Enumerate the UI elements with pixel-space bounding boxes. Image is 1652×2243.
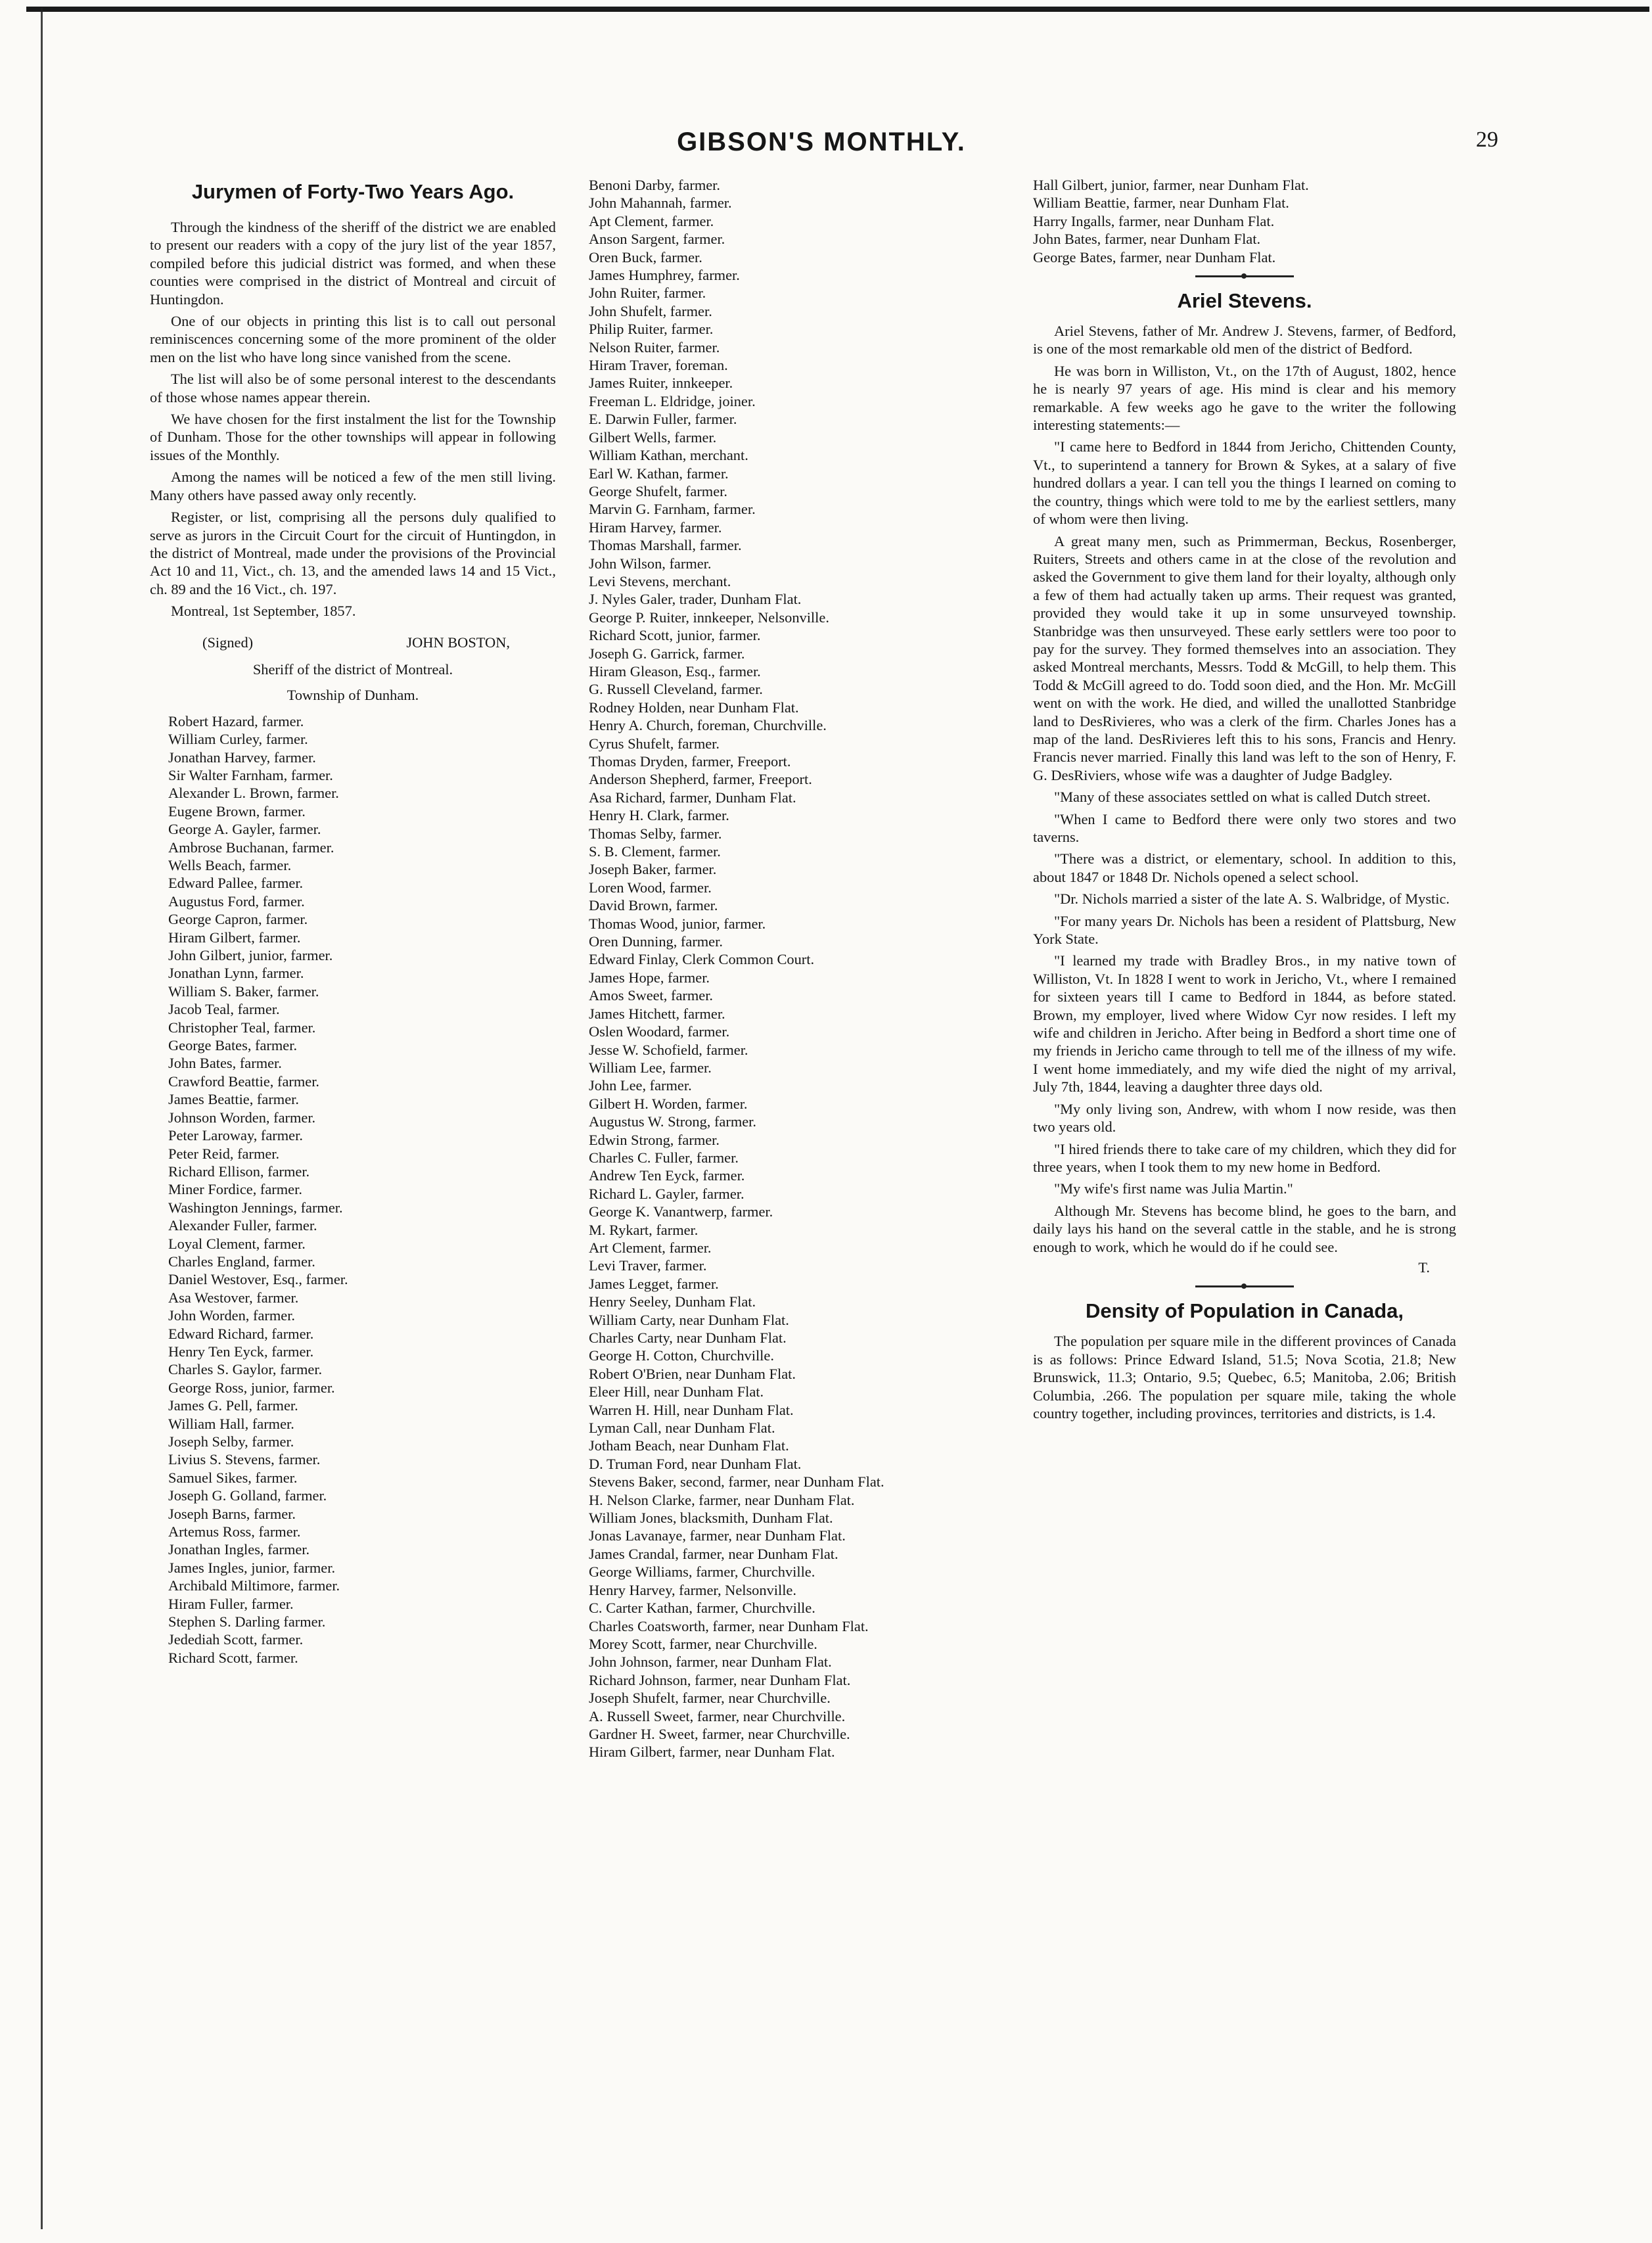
column-3 bbox=[1033, 176, 1456, 1426]
juror-entry: Joseph Shufelt, farmer, near Churchville. bbox=[589, 1690, 831, 1707]
ariel-paragraph: "I hired friends there to take care of my children, which they did for three years, when I took them to my new home in Bedford. bbox=[1033, 1140, 1456, 1175]
juror-entry: Rodney Holden, near Dunham Flat. bbox=[589, 699, 799, 716]
juror-entry: Gilbert H. Worden, farmer. bbox=[589, 1095, 748, 1112]
ariel-paragraph: Ariel Stevens, father of Mr. Andrew J. Stevens, farmer, of Bedford, is one of the most remarkable old men of the district of Bedford. bbox=[1033, 323, 1456, 358]
juror-entry: Gardner H. Sweet, farmer, near Churchville. bbox=[589, 1725, 850, 1742]
juror-entry: John Lee, farmer. bbox=[589, 1077, 692, 1094]
juror-entry: George Bates, farmer, near Dunham Flat. bbox=[1033, 248, 1276, 266]
juror-entry: Charles England, farmer. bbox=[168, 1253, 315, 1270]
juror-entry: William S. Baker, farmer. bbox=[168, 983, 319, 1000]
juror-entry: Joseph G. Garrick, farmer. bbox=[589, 645, 745, 662]
juror-entry: Jonathan Ingles, farmer. bbox=[168, 1541, 310, 1558]
juror-entry: George Capron, farmer. bbox=[168, 911, 308, 928]
juror-entry: James Beattie, farmer. bbox=[168, 1091, 299, 1108]
jurymen-paragraph: One of our objects in printing this list is to call out personal reminiscences concerning some of the more prominent of the older men on the list who have long since vanished from the scene. bbox=[150, 313, 556, 365]
juror-entry: Joseph Baker, farmer. bbox=[589, 861, 717, 878]
juror-entry: Earl W. Kathan, farmer. bbox=[589, 465, 729, 482]
juror-entry: William Lee, farmer. bbox=[589, 1059, 712, 1076]
jurymen-paragraph: Among the names will be noticed a few of the men still living. Many others have passed away only recently. bbox=[150, 469, 556, 503]
juror-entry: Washington Jennings, farmer. bbox=[168, 1199, 343, 1216]
juror-entry: Henry H. Clark, farmer. bbox=[589, 807, 729, 824]
juror-entry: Richard Ellison, farmer. bbox=[168, 1163, 310, 1180]
juror-entry: John Gilbert, junior, farmer. bbox=[168, 947, 333, 964]
juror-entry: Edwin Strong, farmer. bbox=[589, 1131, 720, 1148]
jurymen-headline: Jurymen of Forty-Two Years Ago. bbox=[191, 180, 515, 203]
ariel-paragraph: "When I came to Bedford there were only two stores and two taverns. bbox=[1033, 810, 1456, 845]
ariel-paragraph: Although Mr. Stevens has become blind, he goes to the barn, and daily lays his hand on the several cattle in the stable, and he is strong enough to work, which he would do if he could see. bbox=[1033, 1202, 1456, 1255]
top-rule bbox=[26, 7, 1649, 12]
juror-entry: Loyal Clement, farmer. bbox=[168, 1235, 306, 1252]
juror-entry: George Ross, junior, farmer. bbox=[168, 1379, 335, 1396]
juror-entry: John Bates, farmer, near Dunham Flat. bbox=[1033, 231, 1261, 248]
juror-entry: Christopher Teal, farmer. bbox=[168, 1019, 316, 1036]
juror-entry: Charles Carty, near Dunham Flat. bbox=[589, 1330, 787, 1346]
juror-entry: Apt Clement, farmer. bbox=[589, 212, 714, 229]
juror-entry: Benoni Darby, farmer. bbox=[589, 177, 720, 193]
juror-entry: Augustus W. Strong, farmer. bbox=[589, 1113, 756, 1130]
sheriff-title: Sheriff of the district of Montreal. bbox=[252, 660, 453, 678]
juror-entry: Levi Traver, farmer. bbox=[589, 1257, 707, 1274]
signature-line bbox=[150, 634, 556, 651]
juror-entry: Art Clement, farmer. bbox=[589, 1239, 712, 1256]
juror-entry: James Ingles, junior, farmer. bbox=[168, 1559, 336, 1576]
juror-entry: Henry Seeley, Dunham Flat. bbox=[589, 1293, 756, 1310]
juror-entry: Miner Fordice, farmer. bbox=[168, 1181, 302, 1198]
juror-entry: Hiram Gilbert, farmer. bbox=[168, 929, 301, 946]
juror-entry: Charles S. Gaylor, farmer. bbox=[168, 1361, 323, 1378]
juror-entry: Samuel Sikes, farmer. bbox=[168, 1469, 298, 1486]
juror-entry: Wells Beach, farmer. bbox=[168, 857, 292, 873]
juror-entry: Thomas Marshall, farmer. bbox=[589, 537, 742, 554]
juror-entry: Stevens Baker, second, farmer, near Dunham Flat. bbox=[589, 1473, 884, 1491]
juror-entry: Thomas Wood, junior, farmer. bbox=[589, 915, 766, 932]
juror-entry: John Bates, farmer. bbox=[168, 1055, 282, 1072]
juror-entry: William Hall, farmer. bbox=[168, 1415, 294, 1432]
juror-entry: Ambrose Buchanan, farmer. bbox=[168, 839, 334, 856]
density-headline: Density of Population in Canada, bbox=[1086, 1299, 1404, 1323]
juror-entry: Joseph G. Golland, farmer. bbox=[168, 1487, 327, 1504]
juror-entry: Gilbert Wells, farmer. bbox=[589, 428, 717, 446]
column-2 bbox=[589, 176, 995, 1761]
juror-entry: Morey Scott, farmer, near Churchville. bbox=[589, 1635, 817, 1652]
juror-entry: Alexander Fuller, farmer. bbox=[168, 1217, 317, 1234]
column-1 bbox=[150, 176, 556, 1667]
juror-entry: H. Nelson Clarke, farmer, near Dunham Flat. bbox=[589, 1491, 855, 1508]
page-header bbox=[145, 127, 1498, 167]
juror-entry: Daniel Westover, Esq., farmer. bbox=[168, 1271, 348, 1288]
juror-entry: James Crandal, farmer, near Dunham Flat. bbox=[589, 1545, 838, 1562]
juror-entry: James Humphrey, farmer. bbox=[589, 267, 740, 284]
juror-entry: William Jones, blacksmith, Dunham Flat. bbox=[589, 1510, 833, 1527]
jurymen-paragraph: Through the kindness of the sheriff of the district we are enabled to present our readers with a copy of the jury list of the year 1857, compiled before this judicial district was formed, and when these counties were comprised in the district of Montreal and circuit of Huntingdon. bbox=[150, 219, 556, 308]
juror-entry: M. Rykart, farmer. bbox=[589, 1221, 699, 1238]
juror-entry: A. Russell Sweet, farmer, near Churchville. bbox=[589, 1707, 846, 1724]
page-number: 29 bbox=[1476, 127, 1498, 152]
juror-entry: Jonathan Lynn, farmer. bbox=[168, 965, 304, 982]
jurymen-paragraph: We have chosen for the first instalment the list for the Township of Dunham. Those for the other townships will appear in following issues of the Monthly. bbox=[150, 411, 556, 463]
juror-entry: George K. Vanantwerp, farmer. bbox=[589, 1203, 773, 1220]
juror-list-column-1 bbox=[150, 712, 556, 1667]
juror-entry: John Wilson, farmer. bbox=[589, 555, 712, 572]
juror-entry: James G. Pell, farmer. bbox=[168, 1397, 298, 1414]
dateline: Montreal, 1st September, 1857. bbox=[171, 603, 356, 620]
juror-entry: Livius S. Stevens, farmer. bbox=[168, 1451, 321, 1468]
juror-entry: Asa Westover, farmer. bbox=[168, 1289, 299, 1306]
juror-entry: Sir Walter Farnham, farmer. bbox=[168, 766, 333, 783]
juror-entry: William Curley, farmer. bbox=[168, 731, 308, 748]
juror-entry: Archibald Miltimore, farmer. bbox=[168, 1577, 340, 1594]
ariel-paragraph: "I learned my trade with Bradley Bros., in my native town of Williston, Vt. In 1828 I went to work in Jericho, Vt., where I remained for sixteen years till I came to Bedford in 1844, as before stated. Brown, my employer, lived where Widow Cyr now resides. I left my wife and children in Jericho. After being in Bedford a short time one of my friends in Jericho came through to tell me of the illness of my wife. I went home immediately, and my wife died the night of my arrival, July 7th, 1844, leaving a daughter three days old. bbox=[1033, 952, 1456, 1096]
juror-entry: Peter Laroway, farmer. bbox=[168, 1127, 303, 1144]
juror-entry: William Carty, near Dunham Flat. bbox=[589, 1311, 789, 1328]
juror-entry: George A. Gayler, farmer. bbox=[168, 821, 321, 838]
juror-entry: John Shufelt, farmer. bbox=[589, 302, 712, 319]
juror-entry: Stephen S. Darling farmer. bbox=[168, 1613, 326, 1630]
juror-entry: Eleer Hill, near Dunham Flat. bbox=[589, 1383, 764, 1400]
juror-entry: George H. Cotton, Churchville. bbox=[589, 1347, 774, 1364]
juror-entry: Hiram Gleason, Esq., farmer. bbox=[589, 662, 761, 680]
juror-entry: Joseph Barns, farmer. bbox=[168, 1505, 296, 1522]
juror-entry: S. B. Clement, farmer. bbox=[589, 843, 721, 860]
juror-entry: James Ruiter, innkeeper. bbox=[589, 375, 733, 392]
juror-entry: Jedediah Scott, farmer. bbox=[168, 1631, 304, 1648]
juror-entry: E. Darwin Fuller, farmer. bbox=[589, 411, 737, 428]
juror-entry: Jonathan Harvey, farmer. bbox=[168, 749, 316, 766]
juror-entry: Harry Ingalls, farmer, near Dunham Flat. bbox=[1033, 212, 1275, 229]
juror-entry: James Legget, farmer. bbox=[589, 1275, 719, 1292]
juror-entry: George Bates, farmer. bbox=[168, 1037, 298, 1054]
juror-entry: John Johnson, farmer, near Dunham Flat. bbox=[589, 1653, 832, 1671]
juror-entry: Jacob Teal, farmer. bbox=[168, 1001, 280, 1018]
juror-entry: Charles C. Fuller, farmer. bbox=[589, 1149, 739, 1166]
juror-entry: Andrew Ten Eyck, farmer. bbox=[589, 1167, 745, 1184]
juror-entry: Henry A. Church, foreman, Churchville. bbox=[589, 717, 827, 734]
juror-entry: Edward Richard, farmer. bbox=[168, 1325, 314, 1342]
section-separator bbox=[1195, 1285, 1294, 1287]
juror-list-column-3 bbox=[1033, 176, 1456, 266]
binding-margin-line bbox=[41, 8, 43, 2229]
juror-entry: Crawford Beattie, farmer. bbox=[168, 1073, 320, 1090]
juror-entry: Freeman L. Eldridge, joiner. bbox=[589, 392, 756, 409]
juror-entry: Jonas Lavanaye, farmer, near Dunham Flat. bbox=[589, 1527, 846, 1544]
juror-entry: Henry Ten Eyck, farmer. bbox=[168, 1343, 314, 1360]
juror-entry: Charles Coatsworth, farmer, near Dunham Flat. bbox=[589, 1617, 869, 1634]
juror-entry: Levi Stevens, merchant. bbox=[589, 572, 731, 590]
juror-entry: Robert Hazard, farmer. bbox=[168, 712, 304, 729]
juror-entry: Anson Sargent, farmer. bbox=[589, 231, 725, 248]
juror-entry: Thomas Selby, farmer. bbox=[589, 825, 722, 842]
juror-entry: William Kathan, merchant. bbox=[589, 447, 748, 464]
juror-entry: Eugene Brown, farmer. bbox=[168, 802, 306, 820]
juror-entry: Warren H. Hill, near Dunham Flat. bbox=[589, 1401, 794, 1418]
density-paragraph: The population per square mile in the different provinces of Canada is as follows: Prince Edward Island, 51.5; Nova Scotia, 21.8; New Brunswick, 11.3; Ontario, 9.5; Quebec, 6.5; Manitoba, 2.06; British Columbia, .266. The population per square mile, taking the whole country together, including provinces, territories and districts, is 1.4. bbox=[1033, 1333, 1456, 1422]
juror-entry: Cyrus Shufelt, farmer. bbox=[589, 735, 720, 752]
juror-list-column-2 bbox=[589, 176, 995, 1761]
juror-entry: James Hitchett, farmer. bbox=[589, 1005, 725, 1022]
ariel-article-body bbox=[1033, 322, 1456, 1256]
juror-entry: D. Truman Ford, near Dunham Flat. bbox=[589, 1455, 802, 1472]
ariel-paragraph: "My wife's first name was Julia Martin." bbox=[1054, 1180, 1293, 1197]
juror-entry: Marvin G. Farnham, farmer. bbox=[589, 501, 756, 518]
jurymen-paragraph: The list will also be of some personal interest to the descendants of those whose names appear therein. bbox=[150, 371, 556, 405]
juror-entry: George Shufelt, farmer. bbox=[589, 482, 727, 499]
ariel-paragraph: "Dr. Nichols married a sister of the late A. S. Walbridge, of Mystic. bbox=[1054, 890, 1450, 908]
juror-entry: George Williams, farmer, Churchville. bbox=[589, 1563, 815, 1581]
juror-entry: Anderson Shepherd, farmer, Freeport. bbox=[589, 771, 812, 788]
ariel-headline: Ariel Stevens. bbox=[1177, 289, 1312, 313]
magazine-title: GIBSON'S MONTHLY. bbox=[677, 127, 966, 156]
juror-entry: Hiram Traver, foreman. bbox=[589, 357, 728, 374]
juror-entry: J. Nyles Galer, trader, Dunham Flat. bbox=[589, 591, 802, 608]
juror-entry: Philip Ruiter, farmer. bbox=[589, 321, 714, 338]
juror-entry: C. Carter Kathan, farmer, Churchville. bbox=[589, 1600, 815, 1617]
juror-entry: James Hope, farmer. bbox=[589, 969, 710, 986]
ariel-paragraph: He was born in Williston, Vt., on the 17th of August, 1802, hence he is nearly 97 years of age. His mind is clear and his memory remarkable. A few weeks ago he gave to the writer the following interesting statements:— bbox=[1033, 362, 1456, 434]
juror-entry: Artemus Ross, farmer. bbox=[168, 1523, 301, 1540]
ariel-paragraph: "My only living son, Andrew, with whom I now reside, was then two years old. bbox=[1033, 1100, 1456, 1136]
juror-entry: Nelson Ruiter, farmer. bbox=[589, 338, 720, 356]
juror-entry: Oren Dunning, farmer. bbox=[589, 933, 723, 950]
juror-entry: Peter Reid, farmer. bbox=[168, 1145, 280, 1162]
ariel-signoff: T. bbox=[1418, 1259, 1430, 1276]
juror-entry: Amos Sweet, farmer. bbox=[589, 987, 714, 1004]
juror-entry: William Beattie, farmer, near Dunham Flat. bbox=[1033, 195, 1289, 212]
juror-entry: Richard Scott, farmer. bbox=[168, 1649, 298, 1666]
ariel-paragraph: A great many men, such as Primmerman, Beckus, Rosenberger, Ruiters, Streets and others came in at the close of the revolution and asked the Government to give them land for their loyalty, although only a few of them had actually taken up arms. Their request was granted, provided they would take it up in some unsurveyed township. Stanbridge was then unsurveyed. These early settlers were too poor to pay for the survey. They formed themselves into an association. They asked Montreal merchants, Messrs. Todd & McGill, to help them. This Todd & McGill agreed to do. Todd soon died, and the Hon. Mr. McGill went on with the work. He died, and willed the unallotted Stanbridge land to DesRivieres, who was a clerk of the firm. Charles Jones has a map of the land. DesRivieres left this to his sons, Francis and Henry. Francis never married. Finally this land was left to the son of Henry, F. G. DesRiviers, whose wife was a daughter of Judge Badgley. bbox=[1033, 532, 1456, 783]
juror-entry: Richard L. Gayler, farmer. bbox=[589, 1185, 745, 1202]
juror-entry: Edward Finlay, Clerk Common Court. bbox=[589, 951, 815, 968]
juror-entry: David Brown, farmer. bbox=[589, 897, 718, 914]
jurymen-paragraph: Register, or list, comprising all the persons duly qualified to serve as jurors in the Circuit Court for the circuit of Huntingdon, in the district of Montreal, made under the provisions of the Provincial Act 10 and 11, Vict., ch. 13, and the amended laws 14 and 15 Vict., ch. 89 and the 16 Vict., ch. 197. bbox=[150, 509, 556, 597]
juror-entry: Edward Pallee, farmer. bbox=[168, 875, 304, 892]
juror-entry: Jesse W. Schofield, farmer. bbox=[589, 1041, 748, 1058]
juror-entry: Joseph Selby, farmer. bbox=[168, 1433, 294, 1450]
juror-entry: John Ruiter, farmer. bbox=[589, 285, 706, 302]
juror-entry: George P. Ruiter, innkeeper, Nelsonville. bbox=[589, 609, 829, 626]
juror-entry: Hiram Fuller, farmer. bbox=[168, 1595, 294, 1612]
juror-entry: Richard Johnson, farmer, near Dunham Flat. bbox=[589, 1671, 851, 1688]
juror-entry: Hall Gilbert, junior, farmer, near Dunham Flat. bbox=[1033, 177, 1309, 193]
juror-entry: Johnson Worden, farmer. bbox=[168, 1109, 316, 1126]
juror-entry: Jotham Beach, near Dunham Flat. bbox=[589, 1437, 789, 1454]
ariel-paragraph: "I came here to Bedford in 1844 from Jericho, Chittenden County, Vt., to superintend a tannery for Brown & Sykes, at a salary of five hundred dollars a year. I can tell you the things I learned on coming to the country, things which were told to me by the earliest settlers, many of whom were then living. bbox=[1033, 438, 1456, 528]
juror-entry: Oren Buck, farmer. bbox=[589, 248, 702, 266]
juror-entry: Loren Wood, farmer. bbox=[589, 879, 712, 896]
signed-label: (Signed) bbox=[202, 634, 254, 651]
juror-entry: Alexander L. Brown, farmer. bbox=[168, 785, 339, 802]
juror-entry: Augustus Ford, farmer. bbox=[168, 892, 305, 910]
juror-entry: Hiram Gilbert, farmer, near Dunham Flat. bbox=[589, 1744, 835, 1761]
juror-entry: Oslen Woodard, farmer. bbox=[589, 1023, 730, 1040]
juror-entry: John Worden, farmer. bbox=[168, 1307, 296, 1324]
juror-entry: Robert O'Brien, near Dunham Flat. bbox=[589, 1365, 796, 1382]
township-heading: Township of Dunham. bbox=[287, 687, 419, 704]
juror-entry: Thomas Dryden, farmer, Freeport. bbox=[589, 753, 791, 770]
juror-entry: G. Russell Cleveland, farmer. bbox=[589, 681, 763, 698]
signed-name: JOHN BOSTON, bbox=[406, 634, 510, 651]
juror-entry: Asa Richard, farmer, Dunham Flat. bbox=[589, 789, 796, 806]
ariel-paragraph: "For many years Dr. Nichols has been a resident of Plattsburg, New York State. bbox=[1033, 912, 1456, 948]
juror-entry: Hiram Harvey, farmer. bbox=[589, 519, 722, 536]
juror-entry: Richard Scott, junior, farmer. bbox=[589, 627, 761, 644]
section-separator bbox=[1195, 275, 1294, 277]
juror-entry: Henry Harvey, farmer, Nelsonville. bbox=[589, 1581, 796, 1598]
ariel-paragraph: "Many of these associates settled on what is called Dutch street. bbox=[1054, 789, 1431, 806]
juror-entry: Lyman Call, near Dunham Flat. bbox=[589, 1420, 775, 1437]
juror-entry: John Mahannah, farmer. bbox=[589, 195, 732, 212]
ariel-paragraph: "There was a district, or elementary, school. In addition to this, about 1847 or 1848 Dr. Nichols opened a select school. bbox=[1033, 850, 1456, 885]
